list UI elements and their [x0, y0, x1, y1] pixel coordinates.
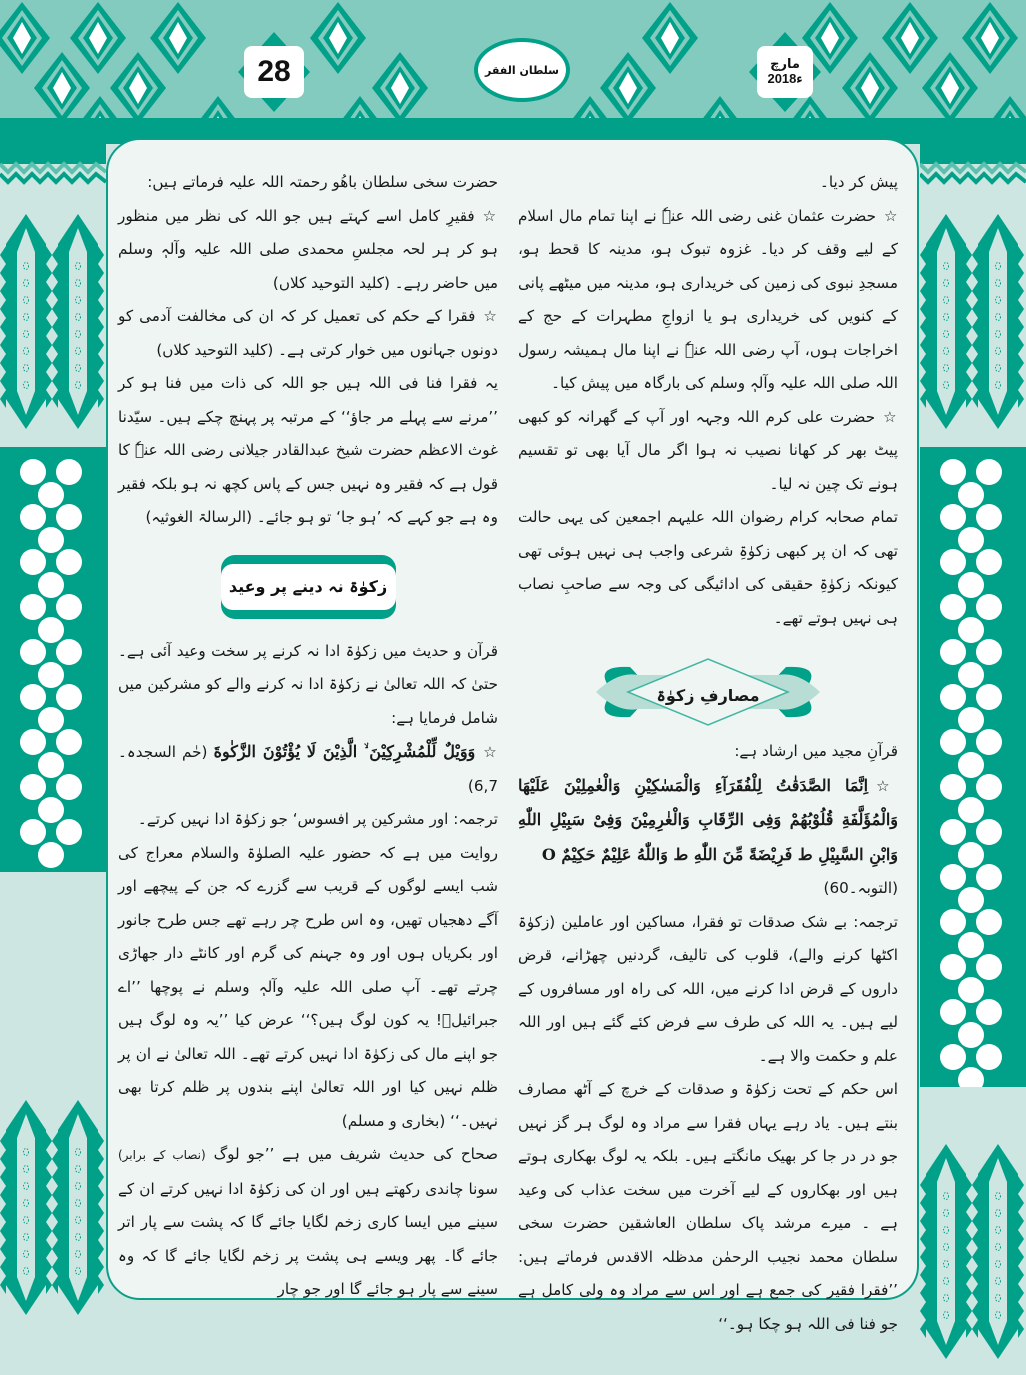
dot: [20, 774, 46, 800]
spear-motif: [920, 1144, 972, 1359]
section-heading-waeed: [221, 555, 396, 619]
dot: [38, 527, 64, 553]
dot: [940, 864, 966, 890]
article-card: [106, 138, 919, 1333]
paragraph-text: فقیرِ کامل اسے کہتے ہیں جو اللہ کی نظر میں منظور ہو کر ہر لحہ مجلسِ محمدی صلی اللہ علیہ وآلہٖ وسلم میں حاضر رہے۔ (کلید التوحید کلاں): [118, 206, 498, 292]
dot: [940, 819, 966, 845]
dot: [20, 504, 46, 530]
dot: [940, 549, 966, 575]
dot: [940, 729, 966, 755]
bullet-paragraph: [518, 401, 898, 502]
diamond-motif: [564, 96, 616, 118]
spear-motif: [0, 214, 52, 429]
paragraph: قرآنِ مجید میں ارشاد ہے:: [734, 742, 898, 760]
dot: [38, 572, 64, 598]
dot: [38, 707, 64, 733]
dot: [976, 639, 1002, 665]
issue-month: مارچ: [770, 56, 800, 72]
dot: [976, 594, 1002, 620]
diamond-motif: [34, 52, 90, 118]
dot: [38, 662, 64, 688]
dot: [20, 549, 46, 575]
issue-date: [757, 46, 813, 98]
dot: [940, 774, 966, 800]
dot: [56, 459, 82, 485]
diamond-motif: [600, 52, 656, 118]
diamond-motif: [694, 96, 746, 118]
diamond-motif: [310, 2, 366, 74]
dot: [56, 774, 82, 800]
spear-motif: [52, 1100, 104, 1315]
dot: [940, 504, 966, 530]
dot: [56, 549, 82, 575]
zigzag-ornament: [0, 144, 106, 186]
paragraph: روایت میں ہے کہ حضور علیہ الصلوٰۃ والسلام معراج کی شب ایسے لوگوں کے قریب سے گزرے کہ جن کے پیچھے اور آگے دھجیاں تھیں، وہ اس طرح چر رہے تھے جس طرح جانور اور بکریاں ہوں اور وہ جہنم کی گرم اور کانٹے دار جھاڑی چرتے تھے۔ آپ صلی اللہ علیہ وآلہٖ وسلم نے پوچھا ’’اے جبرائیلؑ! یہ کون لوگ ہیں؟‘‘ عرض کیا ’’یہ وہ لوگ ہیں جو اپنے مال کی زکوٰۃ ادا نہیں کرتے تھے۔ اللہ تعالیٰ نے ان پر ظلم نہیں کیا اور اللہ تعالیٰ اپنے بندوں پر ظلم کرتا بھی نہیں۔‘‘ (بخاری و مسلم): [118, 843, 498, 1130]
header-band: [0, 0, 1026, 118]
bullet-paragraph: [118, 300, 498, 367]
right-border-ornament: [920, 144, 1026, 1375]
diamond-motif: [74, 96, 126, 118]
heading-text: مصارفِ زکوٰۃ: [656, 686, 760, 705]
dot: [940, 954, 966, 980]
paragraph: [118, 1138, 498, 1307]
dot: [940, 684, 966, 710]
dot: [976, 864, 1002, 890]
dot: [958, 797, 984, 823]
paragraph: قرآن و حدیث میں زکوٰۃ ادا نہ کرنے پر سخت وعید آئی ہے۔ حتیٰ کہ اللہ تعالیٰ نے زکوٰۃ ادا نہ کرنے والے کو مشرکین میں شامل فرمایا ہے:: [118, 641, 498, 727]
dot: [958, 887, 984, 913]
spear-ornament: [920, 1144, 1026, 1359]
dot: [976, 684, 1002, 710]
dot: [958, 572, 984, 598]
paragraph-text: فقرا کے حکم کی تعمیل کر کہ ان کی مخالفت آدمی کو دونوں جہانوں میں خوار کرتی ہے۔ (کلید التوحید کلاں): [118, 307, 498, 359]
dot: [56, 504, 82, 530]
right-column: [518, 166, 898, 1341]
spear-motif: [52, 214, 104, 429]
dot: [976, 504, 1002, 530]
paragraph: ترجمہ: اور مشرکین پر افسوس‘ جو زکوٰۃ ادا نہیں کرتے۔: [137, 810, 498, 828]
dot: [56, 729, 82, 755]
quran-verse: [118, 735, 498, 803]
diamond-motif: [334, 96, 386, 118]
spear-ornament: [0, 1100, 106, 1315]
left-column: [118, 166, 498, 1307]
spear-motif: [972, 214, 1024, 429]
paragraph: حضرت سخی سلطان باھُو رحمتہ اللہ علیہ فرماتے ہیں:: [147, 173, 498, 191]
dot: [958, 842, 984, 868]
diamond-motif: [192, 96, 244, 118]
paragraph: پیش کر دیا۔: [820, 173, 898, 191]
dot: [20, 459, 46, 485]
dot: [958, 662, 984, 688]
paragraph-text: صحاح کی حدیث شریف میں ہے ’’جو لوگ: [213, 1145, 499, 1163]
paragraph: ترجمہ: بے شک صدقات تو فقرا، مساکین اور عاملین (زکوٰۃ اکٹھا کرنے والے)، قلوب کی تالیف، گردنیں چھڑانے، قرض داروں کے قرض ادا کرنے میں، اللہ کی راہ اور مسافروں کے لیے ہیں۔ یہ اللہ کی طرف سے فرض کئے گئے ہیں اور اللہ علم و حکمت والا ہے۔: [518, 912, 898, 1065]
diamond-motif: [922, 52, 978, 118]
dot: [20, 639, 46, 665]
diamond-motif: [150, 2, 206, 74]
paragraph-text: سونا چاندی رکھتے ہیں اور ان کی زکوٰۃ ادا نہیں کرتے ان کے سینے میں ایسا کاری زخم لگایا جائے گا کہ پشت سے پار اتر جائے گا۔ پھر ویسے ہی پشت پر زخم لگایا جائے گا کہ وہ سینے سے پار ہو جائے گا اور جو چار: [118, 1179, 498, 1298]
dot: [56, 819, 82, 845]
diamond-motif: [842, 52, 898, 118]
diamond-motif: [984, 96, 1026, 118]
heading-text: زکوٰۃ نہ دینے پر وعید: [221, 564, 396, 610]
dot: [38, 617, 64, 643]
diamond-motif: [962, 2, 1018, 74]
diamond-motif: [0, 2, 50, 74]
dot: [958, 1067, 984, 1087]
dot: [940, 909, 966, 935]
paragraph: یہ فقرا فنا فی اللہ ہیں جو اللہ کی ذات میں فنا ہو کر ’’مرنے سے پہلے مر جاؤ‘‘ کے مرتبہ پر پہنچ چکے ہیں۔ سیّدنا غوث الاعظم حضرت شیخ عبدالقادر جیلانی رضی اللہ عنہٗ کا قول ہے کہ فقیر وہ نہیں جس کے پاس کچھ نہ ہو بلکہ فقیر وہ ہے جو کہے کہ ’ہو جا‘ تو ہو جائے۔ (الرسالۃ الغوثیہ): [118, 374, 498, 526]
bullet-paragraph: [118, 200, 498, 301]
dot-panel: [0, 447, 106, 872]
dot: [976, 549, 1002, 575]
dot: [940, 639, 966, 665]
dot: [958, 932, 984, 958]
dot: [958, 707, 984, 733]
spear-ornament: [0, 214, 106, 429]
dot: [976, 819, 1002, 845]
zigzag-ornament: [920, 144, 1026, 186]
dot: [976, 729, 1002, 755]
paragraph: تمام صحابہ کرام رضوان اللہ علیہم اجمعین کی یہی حالت تھی کہ ان پر کبھی زکوٰۃِ شرعی واجب ہی نہیں ہوئی تھی کیونکہ زکوٰۃِ حقیقی کی ادائیگی کی وجہ سے صاحبِ نصاب ہی نہیں ہوتے تھے۔: [518, 508, 898, 627]
dot: [20, 594, 46, 620]
star-icon: ☆: [483, 307, 498, 325]
diamond-motif: [882, 2, 938, 74]
spear-ornament: [920, 214, 1026, 429]
dot: [976, 954, 1002, 980]
diamond-motif: [70, 2, 126, 74]
star-icon: ☆: [483, 743, 498, 761]
dot: [940, 459, 966, 485]
dot: [958, 752, 984, 778]
dot: [38, 482, 64, 508]
dot: [56, 639, 82, 665]
verse-reference: (حٰم السجدہ۔6,7): [118, 743, 498, 795]
paragraph-text: حضرت عثمان غنی رضی اللہ عنہٗ نے اپنا تمام مال اسلام کے لیے وقف کر دیا۔ غزوہ تبوک ہو، مدینہ کا قحط ہو، مسجدِ نبوی کی زمین کی خریداری ہو، مدینہ میں میٹھے پانی کے کنویں کی خریداری ہو یا ازواجِ مطہرات کے حج کے اخراجات ہوں، آپ رضی اللہ عنہٗ نے اپنا مال ہمیشہ رسول اللہ صلی اللہ علیہ وآلہٖ وسلم کی بارگاہ میں پیش کیا۔: [518, 206, 898, 392]
paragraph: اس حکم کے تحت زکوٰۃ و صدقات کے خرچ کے آٹھ مصارف بنتے ہیں۔ یاد رہے یہاں فقرا سے مراد وہ لوگ ہر گز نہیں جو در در جا کر بھیک مانگتے ہیں۔ بلکہ یہ لوگ بھکاری ہوتے ہیں اور بھکاروں کے لیے آخرت میں سخت عذاب کی وعید ہے ۔ میرے مرشد پاک سلطان العاشقین حضرت سخی سلطان محمد نجیب الرحمٰن مدظلہ الاقدس فرماتے ہیں: ’’فقرا فقیر کی جمع ہے اور اس سے مراد وہ ولی کامل ہے جو فنا فی اللہ ہو چکا ہو۔‘‘: [518, 1080, 898, 1333]
dot: [940, 1044, 966, 1070]
verse-text: اِنَّمَا الصَّدَقٰتُ لِلْفُقَرَآءِ وَالْمَسٰكِيْنِ وَالْعٰمِلِيْنَ عَلَيْهَا وَالْمُؤَلَّفَةِ قُلُوْبُهُمْ وَفِى الرِّقَابِ وَالْغٰرِمِيْنَ وَفِىْ سَبِيْلِ اللّٰهِ وَابْنِ السَّبِيْلِ ط فَرِيْضَةً مِّنَ اللّٰهِ ط وَاللّٰهُ عَلِيْمٌ حَكِيْمٌ O: [518, 775, 898, 864]
diamond-motif: [372, 52, 428, 118]
section-heading-masarif: [518, 653, 898, 731]
dot: [38, 842, 64, 868]
bullet-paragraph: [518, 200, 898, 401]
left-border-ornament: [0, 144, 106, 1375]
spear-motif: [920, 214, 972, 429]
magazine-logo: سلطان الفقر: [474, 38, 570, 102]
diamond-motif: [642, 2, 698, 74]
dot: [958, 1022, 984, 1048]
page-number: 28: [244, 46, 304, 98]
spear-motif: [972, 1144, 1024, 1359]
star-icon: ☆: [883, 206, 898, 225]
verse-text: وَوَيْلٌ لِّلْمُشْرِكِيْنَ ۙ الَّذِيْنَ لَا يُؤْتُوْنَ الزَّكٰوةَ: [213, 742, 476, 761]
issue-year: 2018ء: [767, 71, 803, 86]
dot: [958, 977, 984, 1003]
dot: [976, 1044, 1002, 1070]
dot: [940, 594, 966, 620]
dot: [38, 797, 64, 823]
dot: [958, 527, 984, 553]
dot: [958, 482, 984, 508]
dot: [976, 999, 1002, 1025]
verse-reference: (التوبہ۔60): [823, 879, 898, 897]
dot: [56, 684, 82, 710]
dot: [38, 752, 64, 778]
quran-verse: [518, 769, 898, 873]
dot: [976, 774, 1002, 800]
dot: [958, 617, 984, 643]
dot: [20, 729, 46, 755]
spear-motif: [0, 1100, 52, 1315]
dot-panel: [920, 447, 1026, 1087]
paragraph-text: حضرت علی کرم اللہ وجہہ اور آپ کے گھرانہ کو کبھی پیٹ بھر کر کھانا نصیب نہ ہوا اگر مال آیا بھی تو تقسیم ہونے تک چین نہ لیا۔: [518, 407, 898, 493]
dot: [20, 684, 46, 710]
dot: [20, 819, 46, 845]
star-icon: ☆: [883, 407, 899, 426]
star-icon: ☆: [876, 776, 898, 795]
dot: [940, 999, 966, 1025]
dot: [976, 459, 1002, 485]
dot: [56, 594, 82, 620]
star-icon: ☆: [482, 206, 498, 225]
diamond-motif: [110, 52, 166, 118]
dot: [976, 909, 1002, 935]
paragraph-note: (نصاب کے برابر): [118, 1148, 206, 1162]
